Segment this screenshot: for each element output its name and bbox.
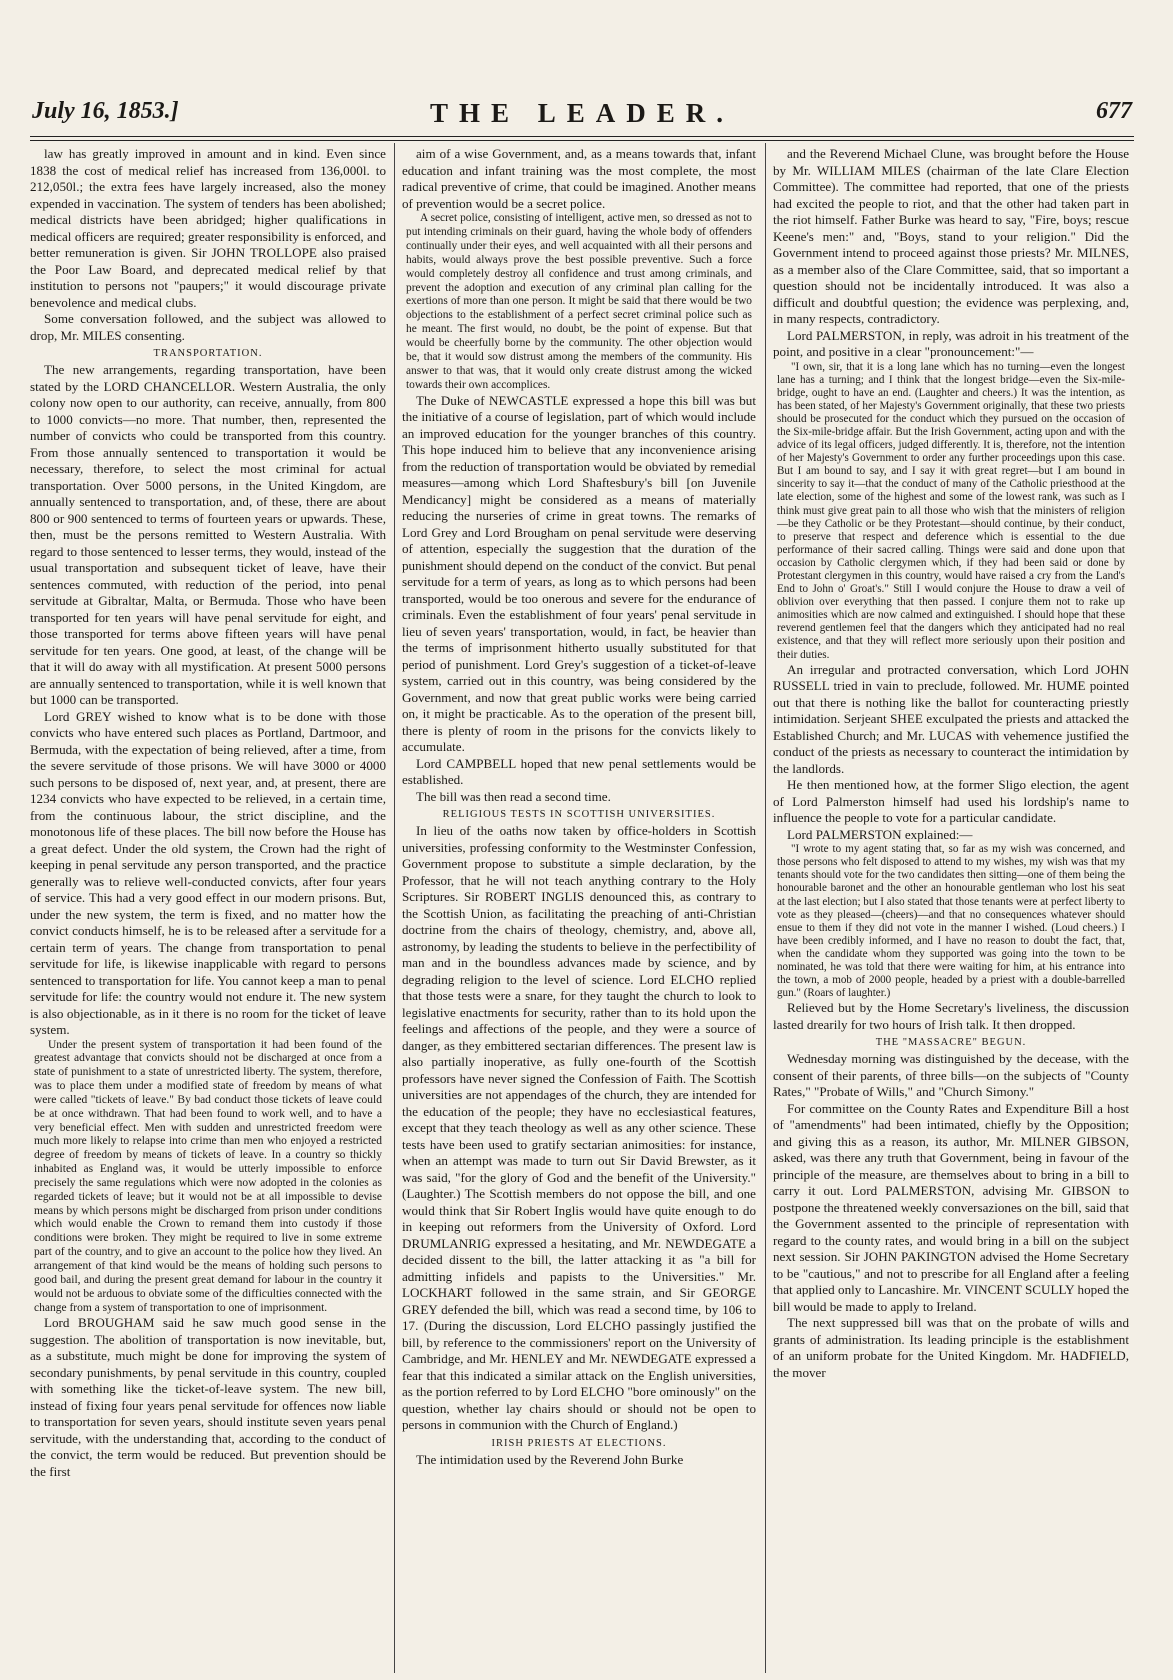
paragraph: "I wrote to my agent stating that, so far as my wish was concerned, and those persons who felt disposed to attend to my wishes, my wish was that my tenants should vote for the two candidates then sitting—one of them being the honourable baronet and the other an honourable gentleman who lost his seat at the last election; but I also stated that those tenants were at perfect liberty to vote as they pleased—(cheers)—and that no consequences whatever should ensue to them if they did not vote in the manner I wished. (Loud cheers.) I have been credibly informed, and I have no reason to doubt the fact, that, when the candidate whom they supported was going into the town to be nominated, he was told that there were waiting for him, at his entrance into the town, a mob of 2000 people, headed by a priest with a double-barrelled gun." (Roars of laughter.) (777, 843, 1125, 1000)
paragraph: For committee on the County Rates and Expenditure Bill a host of "amendments" had been intimated, chiefly by the Opposition; and giving this as a reason, its author, Mr. MILNER GIBSON, asked, was there any truth that Government, being in favour of the principle of the measure, are themselves about to bring in a bill to carry it out. Lord PALMERSTON, advising Mr. GIBSON to postpone the threatened weekly conversaziones on the bill, said that the Government assented to the principle of representation with regard to the county rates, and would bring in a bill on the subject next session. Sir JOHN PAKINGTON advised the Home Secretary to be "cautious," and not to prescribe for all England after a feeling that applied only to Lancashire. Mr. VINCENT SCULLY hoped the bill would be made to apply to Ireland. (773, 1100, 1129, 1314)
paragraph: law has greatly improved in amount and in kind. Even since 1838 the cost of medical relief has increased from 136,000l. to 212,050l.; the extra fees have largely increased, also the money expended in vaccination. The system of tenders has been abolished; medical districts have been abridged; higher qualifications in medical officers are required; greater responsibility is enforced, and better remuneration is given. Sir JOHN TROLLOPE also praised the Poor Law Board, and deprecated medical relief by that institution to persons not "paupers;" it would discourage private benevolence and medical clubs. (30, 146, 386, 310)
paragraph: Lord PALMERSTON explained:— (787, 826, 973, 842)
paragraph: Under the present system of transportation it had been found of the greatest advantage that convicts should not be discharged at once from a state of punishment to a state of unrestricted liberty. The system, therefore, was to place them under a modified state of freedom by means of what were called "tickets of leave." By bad conduct those tickets of leave could be at once withdrawn. That had been found to work well, and to have a very beneficial effect. Men with sudden and unrestricted freedom were much more likely to relapse into crime than men who enjoyed a restricted degree of freedom by means of tickets of leave. In a country so thickly inhabited as England was, it would be utterly impossible to enforce precisely the same regulations which were now adopted in the colonies as regarded tickets of leave; but it would not be at all impossible to devise means by which persons might be discharged from prison under conditions which would enable the Crown to remand them into custody if those conditions were broken. They might be required to live in some extreme part of the country, and to give an account to the police how they lived. An arrangement of that kind would be the means of holding such persons to good bail, and during the present great demand for labour in the country it would not be arduous to obviate some of the difficulties connected with the change from a system of transportation to one of imprisonment. (34, 1038, 382, 1314)
paragraph: The new arrangements, regarding transportation, have been stated by the LORD CHANCELLOR. Western Australia, the only colony now open to our authority, can receive, annually, from 800 to 1000 convicts—no more. That number, then, represented the number of convicts who could be transported from this country. From those annually sentenced to transportation it would be necessary, therefore, to select the most criminal for actual transportation. Over 5000 persons, in the United Kingdom, are annually sentenced to transportation, and, of these, there are about 800 or 900 sentenced to terms of fourteen years or upwards. These, then, must be the persons remitted to Western Australia. With regard to those sentenced to lesser terms, they would, instead of the usual transportation and subsequent ticket of leave, have their sentences commuted, with reduction of the period, into penal servitude at Gibraltar, Malta, or Bermuda. Those who have been transported for ten years will have penal servitude for eight, and those transported for terms above fifteen years will have penal servitude for ten years. One good, at least, of the change will be that it will do away with all mystification. At present 5000 persons are annually sentenced to transportation, while it is well known that but 1000 can be transported. (30, 362, 386, 707)
paragraph: The intimidation used by the Reverend John Burke (416, 1451, 684, 1467)
paragraph: The bill was then read a second time. (416, 788, 611, 804)
paragraph: The Duke of NEWCASTLE expressed a hope this bill was but the initiative of a course of legislation, part of which would include an improved education for the younger branches of this country. This hope induced him to believe that any inconvenience arising from the reduction of transportation would be obviated by remedial measures—among which Lord Shaftesbury's bill [on Juvenile Mendicancy] might be considered as a means of materially reducing the nurseries of crime in great towns. The remarks of Lord Grey and Lord Brougham on penal servitude were deserving of attention, especially the suggestion that the duration of the punishment should depend on the conduct of the convict. But penal servitude for a term of years, as long as to which persons had been transported, would be too onerous and severe for the endurance of criminals. Even the establishment of four years' penal servitude in lieu of seven years' transportation, would, in fact, be heavier than the terms of imprisonment hitherto usually substituted for that period of punishment. Lord Grey's suggestion of a ticket-of-leave system, carried out in this country, was being considered by the Government, and now that great public works were being carried on, it might be practicable. As to the operation of the present bill, there is plenty of room in the prisons for the convicts likely to accumulate. (402, 392, 756, 755)
section-heading: TRANSPORTATION. (153, 348, 263, 359)
paragraph: Some conversation followed, and the subject was allowed to drop, Mr. MILES consenting. (30, 311, 386, 343)
masthead-rule (30, 136, 1134, 137)
paragraph: Wednesday morning was distinguished by the decease, with the consent of their parents, of three bills—on the subjects of "County Rates," "Probate of Wills," and "Church Simony." (773, 1051, 1129, 1100)
masthead (32, 96, 1132, 132)
column-1 (30, 146, 386, 1668)
paragraph: An irregular and protracted conversation, which Lord JOHN RUSSELL tried in vain to preclude, followed. Mr. HUME pointed out that there is nothing like the ballot for counteracting priestly intimidation. Serjeant SHEE exculpated the priests and attacked the Established Church; and Mr. LUCAS with vehemence justified the conduct of the priests as necessary to counteract the intimidation by the landlords. (773, 661, 1129, 776)
paragraph: Lord PALMERSTON, in reply, was adroit in his treatment of the point, and positive in a clear "pronouncement:"— (773, 327, 1129, 359)
paragraph: The next suppressed bill was that on the probate of wills and grants of administration. Its leading principle is the establishment of an uniform probate for the United Kingdom. Mr. HADFIELD, the mover (773, 1315, 1129, 1380)
page-number: 677 (1096, 98, 1132, 124)
paragraph: aim of a wise Government, and, as a means towards that, infant education and infant training was the most complete, the most radical preventive of crime, that could be imagined. Another means of prevention would be a secret police. (402, 146, 756, 211)
newspaper-title: THE LEADER. (429, 98, 735, 128)
paragraph: and the Reverend Michael Clune, was brought before the House by Mr. WILLIAM MILES (chairman of the late Clare Election Committee). The committee had reported, that one of the priests had excited the people to riot, and that the other had taken part in the riot himself. Father Burke was heard to say, "Fire, boys; rescue Keene's men:" and, "Boys, stand to your religion." Did the Government intend to proceed against those priests? Mr. MILNES, as a member also of the Clare Committee, said, that so important a question should not be incidentally introduced. It was also a difficult and doubtful question; the evidence was perplexing, and, in many respects, contradictory. (773, 146, 1129, 326)
masthead-rule-lower (30, 140, 1134, 141)
paragraph: Lord GREY wished to know what is to be done with those convicts who have entered such places as Portland, Dartmoor, and Bermuda, with the expectation of being relieved, after a time, from the severe servitude of those prisons. We will have 3000 or 4000 such persons to be disposed of, next year, and, at present, there are 1234 convicts who have expected to be relieved, in a certain time, from the continuous labour, the strict discipline, and the monotonous life of these places. The bill now before the House has a great defect. Under the old system, the Crown had the right of keeping in penal servitude any person transported, and the practice generally was to relieve well-conducted convicts, after four years of service. This had a very good effect in our modern prisons. But, under the new system, the term is fixed, and no matter how the convict conducts himself, he is to be released after a servitude for a certain term of years. The change from transportation to penal servitude for life, is likewise inapplicable with regard to persons sentenced to transportation for life. You cannot keep a man to penal servitude for life: the country would not endure it. The new system is also objectionable, as in it there is no room for the ticket of leave system. (30, 708, 386, 1037)
paragraph: "I own, sir, that it is a long lane which has no turning—even the longest lane has a turning; and I think that the longest bridge—even the Six-mile-bridge, ought to have an end. (Laughter and cheers.) It was the intention, as has been stated, of her Majesty's Government originally, that these two priests should be prosecuted for the conduct which they pursued on the occasion of the Six-mile-bridge affair. But the Irish Government, acting upon and with the advice of its legal officers, judged differently. It is, therefore, not the intention of her Majesty's Government to order any further proceedings upon this case. But I am bound to say, and I say it with great regret—but I am bound in sincerity to say it—that the conduct of many of the Catholic priesthood at the late election, some of the highest and some of the lowest rank, was such as I think must give great pain to all those who wish that the ministers of religion—be they Catholic or be they Protestant—should continue, by their conduct, to preserve that respect and deference which is essential to the due performance of their sacred calling. Things were said and done upon that occasion by Catholic clergymen which, if they had been said or done by Protestant clergymen in this country, would have raised a cry from the Land's End to John o' Groat's." Still I would conjure the House to draw a veil of oblivion over everything that then passed. I conjure them not to rake up animosities which are now calmed and extinguished. I should hope that these reverend gentlemen feel that the dangers which they anticipated had no real existence, and that they will reflect more seriously upon their position and their duties. (777, 360, 1125, 661)
paragraph: In lieu of the oaths now taken by office-holders in Scottish universities, professing conformity to the Westminster Confession, Government propose to substitute a simple declaration, by the Professor, that he will not teach anything contrary to the Holy Scriptures. Sir ROBERT INGLIS denounced this, as contrary to the Scottish Union, as facilitating the preaching of anti-Christian doctrine from the chairs of theology, chemistry, and, above all, astronomy, by leading the students to believe in the perfectibility of man and in the boundless advances made by science, and by degrading religion to the level of science. Lord ELCHO replied that those tests were a snare, for they taught the church to look to legislative enactments for security, rather than to its hold upon the feelings and affections of the people, and they were a source of danger, as they embittered sectarian differences. The present law is also partially inoperative, as fully one-fourth of the Scottish professors have never signed the Confession of Faith. The Scottish universities are not appendages of the church, they are intended for the education of the people; they have no ecclesiastical features, except that they teach theology as well as any other science. These tests have been used to gratify sectarian animosities: for instance, when an attempt was made to turn out Sir David Brewster, as it was said, "for the glory of God and the benefit of the University." (Laughter.) The Scottish members do not oppose the bill, and one would think that Sir Robert Inglis would have quite enough to do in keeping out reformers from the University of Oxford. Lord DRUMLANRIG expressed a hesitating, and Mr. NEWDEGATE a decided dissent to the bill, the latter attacking it as "a bill for admitting infidels and papists to the Universities." Mr. LOCKHART followed in the same strain, and Sir GEORGE GREY defended the bill, which was read a second time, by 106 to 17. (During the discussion, Lord ELCHO passingly justified the bill, by reference to the commissioners' report on the University of Cambridge, and Mr. HENLEY and Mr. NEWDEGATE expressed a fear that this indicated a similar attack on the English universities, as the portion referred to by Lord ELCHO "bore ominously" on the question, whether lay chairs should or should not be open to persons in communion with the Church of England.) (402, 823, 756, 1433)
issue-date: July 16, 1853.] (32, 98, 179, 124)
column-divider (765, 143, 766, 1673)
paragraph: Lord BROUGHAM said he saw much good sense in the suggestion. The abolition of transportation is now inevitable, but, as a substitute, much might be done for improving the system of secondary punishments, by penal servitude in this country, coupled with something like the ticket-of-leave system. The new bill, instead of fixing four years penal servitude for offences now liable to transportation for seven years, should institute seven years penal servitude, with the understanding that, according to the conduct of the convict, the term would be reduced. But prevention should be the first (30, 1315, 386, 1479)
section-heading: IRISH PRIESTS AT ELECTIONS. (491, 1437, 667, 1449)
section-heading: THE "MASSACRE" BEGUN. (875, 1037, 1027, 1049)
column-2 (402, 146, 756, 1668)
paragraph: He then mentioned how, at the former Sligo election, the agent of Lord Palmerston himself had used his lordship's name to influence the people to vote for a particular candidate. (773, 777, 1129, 826)
paragraph: Relieved but by the Home Secretary's liveliness, the discussion lasted drearily for two hours of Irish talk. It then dropped. (773, 1000, 1129, 1032)
paragraph: A secret police, consisting of intelligent, active men, so dressed as not to put intending criminals on their guard, having the whole body of offenders continually under their eyes, and well acquainted with all their persons and habits, would always prove the best possible preventive. Such a force would completely destroy all confidence and trust among criminals, and prevent the adoption and execution of any criminal plan calling for the exertions of more than one person. It might be said that there would be two objections to the establishment of a perfect secret criminal police such as he meant. The first would, no doubt, be the point of expense. But that would be cheerfully borne by the community. The other objection would be, that it would sow distrust among the members of the community. His answer to that was, that it would only create distrust among the wicked towards their own accomplices. (406, 212, 752, 391)
column-divider (394, 143, 395, 1673)
column-3 (773, 146, 1129, 1668)
section-heading: RELIGIOUS TESTS IN SCOTTISH UNIVERSITIES. (442, 809, 716, 821)
paragraph: Lord CAMPBELL hoped that new penal settlements would be established. (402, 755, 756, 788)
